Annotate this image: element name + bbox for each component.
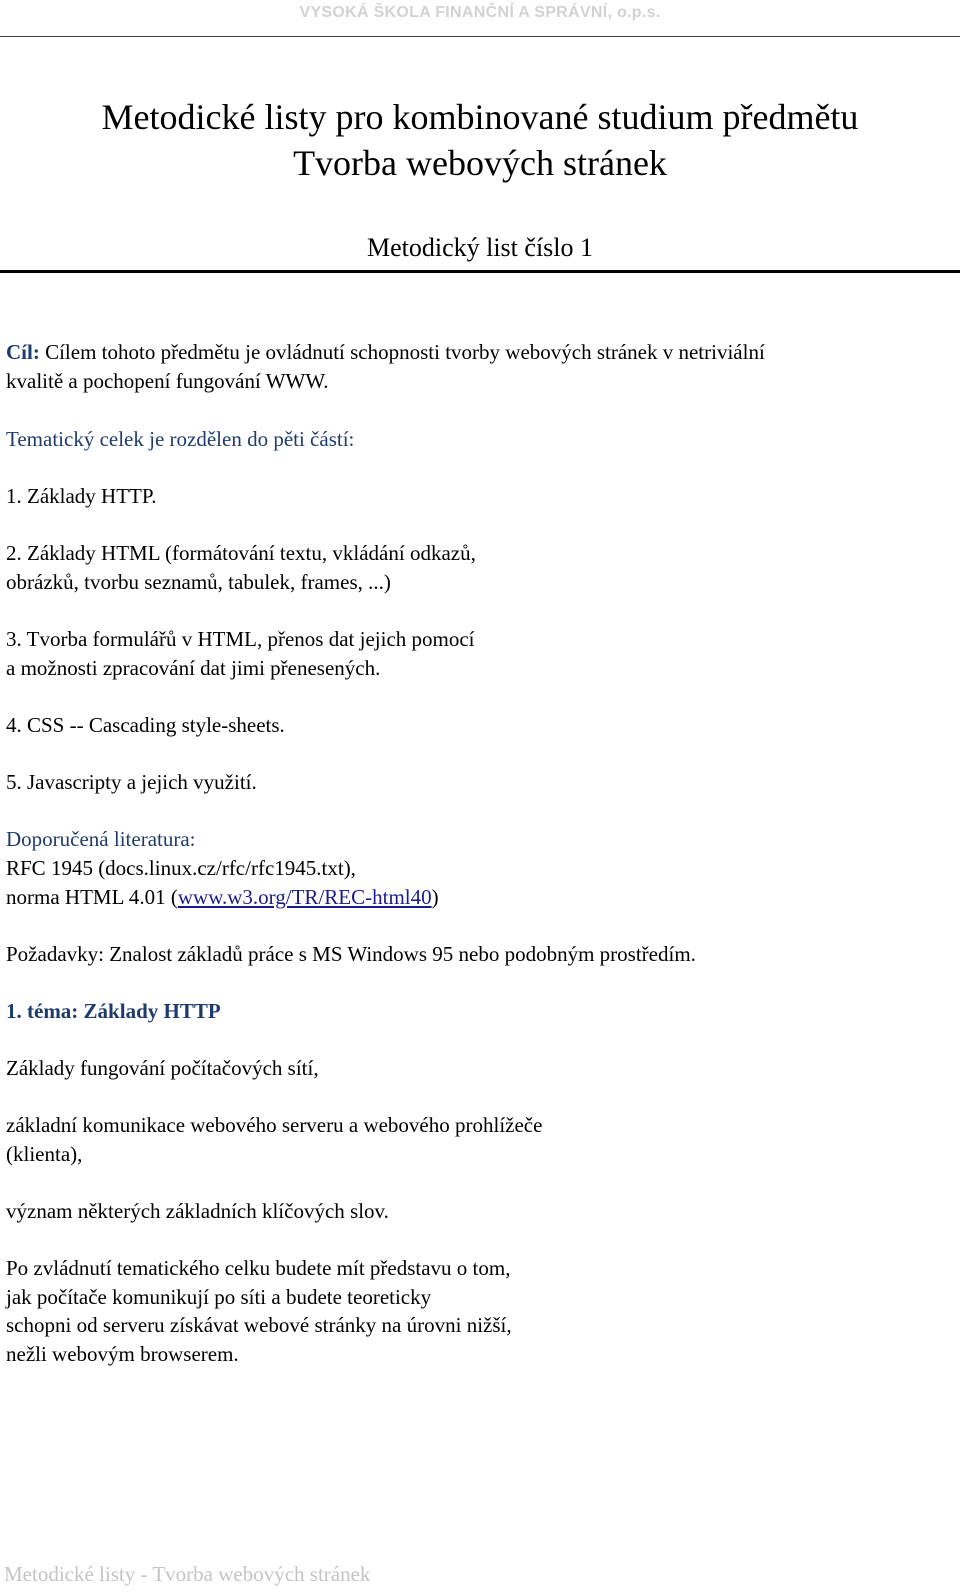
part-4: 4. CSS -- Cascading style-sheets.	[6, 713, 285, 737]
outcome-line3: schopni od serveru získávat webové stránky na úrovni nižší,	[6, 1313, 512, 1337]
page-footer: Metodické listy - Tvorba webových stránek	[4, 1562, 371, 1586]
literature-line2-prefix: norma HTML 4.01 (	[6, 885, 178, 909]
literature-heading: Doporučená literatura:	[6, 827, 196, 851]
goal-text: Cílem tohoto předmětu je ovládnutí schopnosti tvorby webových stránek v netriviální	[39, 340, 765, 364]
part-3-line1: 3. Tvorba formulářů v HTML, přenos dat jejich pomocí	[6, 627, 475, 651]
topic-item-1: Základy fungování počítačových sítí,	[6, 1056, 319, 1080]
requirements: Požadavky: Znalost základů práce s MS Windows 95 nebo podobným prostředím.	[6, 942, 696, 966]
w3-link[interactable]: www.w3.org/TR/REC-html40	[177, 885, 432, 909]
part-3-line2: a možnosti zpracování dat jimi přenesených.	[6, 656, 381, 680]
document-title-line2: Tvorba webových stránek	[293, 143, 667, 183]
document-title-line1: Metodické listy pro kombinované studium předmětu	[101, 97, 859, 137]
part-2-line1: 2. Základy HTML (formátování textu, vkládání odkazů,	[6, 541, 476, 565]
parts-heading: Tematický celek je rozdělen do pěti částí:	[6, 427, 355, 451]
topic-heading: 1. téma: Základy HTTP	[6, 999, 221, 1023]
literature-line2	[6, 883, 439, 912]
goal-line2: kvalitě a pochopení fungování WWW.	[6, 369, 329, 393]
topic-item-2-line2: (klienta),	[6, 1142, 83, 1166]
outcome-line1: Po zvládnutí tematického celku budete mít představu o tom,	[6, 1256, 511, 1280]
part-1: 1. Základy HTTP.	[6, 484, 157, 508]
part-2-line2: obrázků, tvorbu seznamů, tabulek, frames, ...)	[6, 570, 391, 594]
outcome-line4: nežli webovým browserem.	[6, 1342, 239, 1366]
outcome-line2: jak počítače komunikují po síti a budete teoreticky	[6, 1285, 432, 1309]
goal-line1	[6, 338, 765, 367]
header-rule	[0, 36, 960, 37]
literature-line1: RFC 1945 (docs.linux.cz/rfc/rfc1945.txt),	[6, 856, 356, 880]
literature-line2-suffix: )	[431, 885, 439, 909]
topic-item-3: význam některých základních klíčových slov.	[6, 1199, 389, 1223]
school-header: VYSOKÁ ŠKOLA FINANČNÍ A SPRÁVNÍ, o.p.s.	[299, 4, 661, 21]
title-rule	[0, 270, 960, 273]
part-5: 5. Javascripty a jejich využití.	[6, 770, 257, 794]
goal-label: Cíl:	[6, 340, 40, 364]
topic-item-2-line1: základní komunikace webového serveru a webového prohlížeče	[6, 1113, 543, 1137]
document-subtitle: Metodický list číslo 1	[366, 233, 594, 262]
